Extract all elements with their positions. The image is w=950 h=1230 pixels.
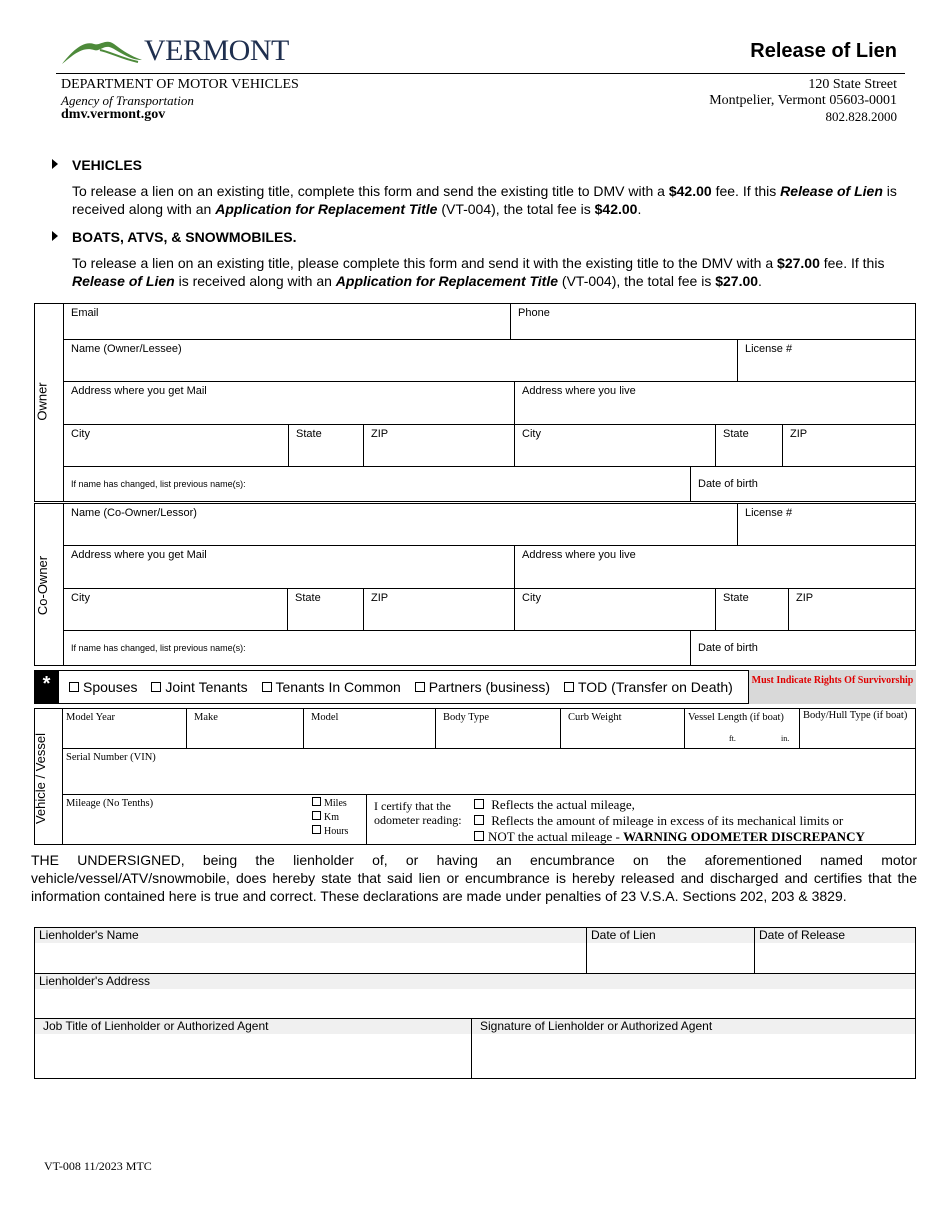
zip-label: ZIP [371, 592, 389, 604]
rights-asterisk: * [34, 670, 59, 704]
owner-live-zip-field[interactable] [782, 424, 916, 467]
model-year-field[interactable] [62, 708, 187, 749]
prev-names-label: If name has changed, list previous name(s): [71, 479, 246, 489]
coowner-mail-state-field[interactable] [287, 588, 364, 631]
survivorship-note: Must Indicate Rights Of Survivorship [749, 670, 916, 704]
prev-names-label: If name has changed, list previous name(s): [71, 643, 246, 653]
coowner-live-zip-field[interactable] [788, 588, 916, 631]
city-label: City [71, 428, 90, 440]
state-label: State [296, 428, 322, 440]
city-address: Montpelier, Vermont 05603-0001 [709, 93, 897, 108]
odometer-warning: WARNING ODOMETER DISCREPANCY [623, 829, 865, 844]
coowner-prev-names-field[interactable] [63, 630, 691, 666]
owner-email-field[interactable] [63, 303, 511, 340]
model-label: Model [311, 712, 339, 723]
checkbox-icon[interactable] [474, 799, 484, 809]
unit-hours-option[interactable]: Hours [312, 825, 348, 839]
owner-license-label: License # [745, 343, 793, 355]
logo-wordmark: VERMONT [144, 34, 289, 67]
rights-option-joint-tenants[interactable]: Joint Tenants [151, 679, 247, 695]
cert-not-actual-option[interactable]: NOT the actual mileage - WARNING ODOMETER DISCREPANCY [474, 829, 865, 845]
coowner-mail-address-field[interactable] [63, 545, 515, 589]
header-rule [56, 73, 905, 74]
hull-type-label: Body/Hull Type (if boat) [803, 710, 908, 721]
owner-license-field[interactable] [737, 339, 916, 382]
lienholder-name-field[interactable] [34, 927, 587, 974]
form-title: Release of Lien [750, 40, 897, 62]
vehicles-heading: VEHICLES [72, 157, 143, 173]
bullet-arrow-icon [52, 159, 58, 169]
owner-mail-address-label: Address where you get Mail [71, 385, 207, 397]
vehicle-side-panel [34, 708, 63, 845]
city-label: City [522, 592, 541, 604]
coowner-side-panel [34, 503, 64, 666]
unit-km-option[interactable]: Km [312, 811, 348, 825]
rights-option-tod[interactable]: TOD (Transfer on Death) [564, 679, 733, 695]
checkbox-icon[interactable] [474, 831, 484, 841]
rights-option-partners[interactable]: Partners (business) [415, 679, 550, 695]
coowner-license-field[interactable] [737, 503, 916, 546]
divider [366, 794, 367, 845]
owner-phone-field[interactable] [510, 303, 916, 340]
dob-label: Date of birth [698, 642, 758, 654]
owner-name-field[interactable] [63, 339, 738, 382]
zip-label: ZIP [371, 428, 389, 440]
state-label: State [723, 428, 749, 440]
curb-weight-field[interactable] [560, 708, 685, 749]
owner-live-city-field[interactable] [514, 424, 716, 467]
owner-side-panel [34, 303, 64, 502]
agency-name: Agency of Transportation [61, 93, 194, 108]
coowner-dob-field[interactable] [690, 630, 916, 666]
cert-actual-option[interactable]: Reflects the actual mileage, [474, 797, 865, 813]
zip-label: ZIP [790, 428, 808, 440]
coowner-mail-zip-field[interactable] [363, 588, 515, 631]
date-of-lien-label: Date of Lien [587, 928, 754, 943]
unit-miles-option[interactable]: Miles [312, 797, 348, 811]
coowner-name-field[interactable] [63, 503, 738, 546]
city-label: City [522, 428, 541, 440]
owner-mail-address-field[interactable] [63, 381, 515, 425]
city-label: City [71, 592, 90, 604]
rights-option-spouses[interactable]: Spouses [69, 679, 137, 695]
checkbox-icon[interactable] [69, 682, 79, 692]
owner-live-address-field[interactable] [514, 381, 916, 425]
lienholder-name-label: Lienholder's Name [35, 928, 586, 943]
coowner-live-address-field[interactable] [514, 545, 916, 589]
date-of-release-label: Date of Release [755, 928, 915, 943]
rights-option-tenants-in-common[interactable]: Tenants In Common [262, 679, 401, 695]
mountain-logo-icon [60, 36, 144, 70]
owner-name-label: Name (Owner/Lessee) [71, 343, 182, 355]
body-type-label: Body Type [443, 712, 490, 723]
hull-type-field[interactable] [799, 708, 916, 749]
checkbox-icon[interactable] [151, 682, 161, 692]
cert-excess-option[interactable]: Reflects the amount of mileage in excess of its mechanical limits or [474, 813, 865, 829]
checkbox-icon[interactable] [474, 815, 484, 825]
dob-label: Date of birth [698, 478, 758, 490]
coowner-side-label: Co-Owner [35, 555, 51, 616]
owner-mail-state-field[interactable] [288, 424, 364, 467]
job-title-label: Job Title of Lienholder or Authorized Agent [35, 1019, 471, 1034]
signature-label: Signature of Lienholder or Authorized Agent [472, 1019, 915, 1034]
coowner-live-address-label: Address where you live [522, 549, 636, 561]
vehicle-side-label: Vehicle / Vessel [33, 732, 49, 825]
checkbox-icon[interactable] [262, 682, 272, 692]
certify-label: I certify that the odometer reading: [374, 799, 462, 827]
vehicles-instructions: To release a lien on an existing title, complete this form and send the existing title to DMV with a $42.00 fee. If this Release of Lien is received along with an Application for Replacement Title (VT-004), the total fee is $42.00. [72, 183, 897, 217]
lienholder-address-field[interactable] [34, 973, 916, 1019]
street-address: 120 State Street [808, 77, 897, 92]
owner-prev-names-field[interactable] [63, 466, 691, 502]
checkbox-icon[interactable] [312, 825, 321, 834]
owner-email-label: Email [71, 307, 99, 319]
date-of-release-field[interactable] [754, 927, 916, 974]
lienholder-address-label: Lienholder's Address [35, 974, 915, 989]
coowner-name-label: Name (Co-Owner/Lessor) [71, 507, 197, 519]
mileage-row [62, 794, 916, 845]
job-title-field[interactable] [34, 1018, 472, 1079]
coowner-live-city-field[interactable] [514, 588, 716, 631]
inches-unit: in. [781, 734, 790, 743]
owner-side-label: Owner [34, 382, 50, 421]
vessel-length-label: Vessel Length (if boat) [688, 712, 784, 723]
owner-mail-city-field[interactable] [63, 424, 289, 467]
owner-phone-label: Phone [518, 307, 550, 319]
owner-dob-field[interactable] [690, 466, 916, 502]
dmv-website[interactable]: dmv.vermont.gov [61, 107, 166, 122]
checkbox-icon[interactable] [312, 811, 321, 820]
owner-live-address-label: Address where you live [522, 385, 636, 397]
state-label: State [295, 592, 321, 604]
signature-field[interactable] [471, 1018, 916, 1079]
date-of-lien-field[interactable] [586, 927, 755, 974]
zip-label: ZIP [796, 592, 814, 604]
checkbox-icon[interactable] [564, 682, 574, 692]
model-year-label: Model Year [66, 712, 115, 723]
vermont-logo [60, 34, 290, 70]
vin-field[interactable] [62, 748, 916, 795]
form-number: VT-008 11/2023 MTC [44, 1159, 152, 1173]
checkbox-icon[interactable] [415, 682, 425, 692]
body-type-field[interactable] [435, 708, 561, 749]
state-label: State [723, 592, 749, 604]
boats-instructions: To release a lien on an existing title, please complete this form and send it with the existing title to the DMV with a $27.00 fee. If this Release of Lien is received along with an Application for Replacement Title (VT-004), the total fee is $27.00. [72, 255, 885, 289]
model-field[interactable] [303, 708, 436, 749]
owner-mail-zip-field[interactable] [363, 424, 515, 467]
odometer-cert-options [474, 797, 865, 845]
vin-label: Serial Number (VIN) [66, 752, 156, 763]
curb-weight-label: Curb Weight [568, 712, 622, 723]
checkbox-icon[interactable] [312, 797, 321, 806]
coowner-license-label: License # [745, 507, 793, 519]
bullet-arrow-icon [52, 231, 58, 241]
rights-options-row [59, 670, 749, 704]
coowner-live-state-field[interactable] [715, 588, 789, 631]
make-label: Make [194, 712, 218, 723]
dept-name: DEPARTMENT OF MOTOR VEHICLES [61, 77, 299, 92]
coowner-mail-city-field[interactable] [63, 588, 288, 631]
owner-live-state-field[interactable] [715, 424, 783, 467]
dmv-phone: 802.828.2000 [825, 109, 897, 124]
vessel-length-field[interactable] [684, 708, 800, 749]
coowner-mail-address-label: Address where you get Mail [71, 549, 207, 561]
mileage-label: Mileage (No Tenths) [66, 798, 154, 809]
make-field[interactable] [186, 708, 304, 749]
feet-unit: ft. [729, 734, 736, 743]
declaration-text: THE UNDERSIGNED, being the lienholder of, or having an encumbrance on the aforementioned named motor vehicle/vessel/ATV/snowmobile, does hereby state that said lien or encumbrance is hereby released and discharged and certifies that the information contained here is true and correct. These declarations are made under penalties of 23 V.S.A. Sections 202, 203 & 3829. [31, 852, 917, 904]
boats-heading: BOATS, ATVS, & SNOWMOBILES. [72, 229, 297, 245]
mileage-units [312, 797, 348, 839]
